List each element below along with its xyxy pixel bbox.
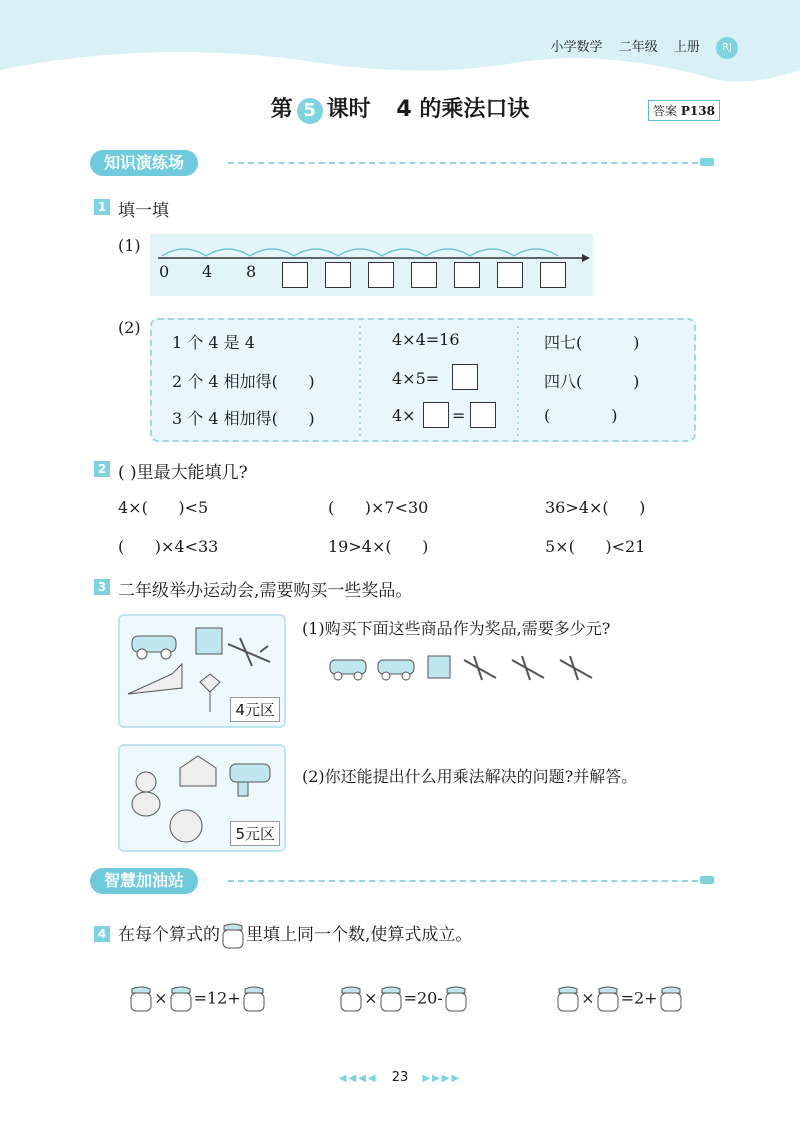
page-number: 23 [391, 1070, 409, 1085]
jar-icon [241, 985, 267, 1013]
question-number: 3 [94, 579, 110, 595]
prize-list [328, 650, 608, 686]
toy-car-icon [378, 660, 414, 680]
tick-label: 8 [246, 262, 257, 281]
cube-icon [196, 628, 222, 654]
page-footer [0, 1070, 800, 1085]
knot-ornament-icon [200, 674, 220, 712]
answer-box[interactable] [423, 402, 449, 428]
right-arrows-icon: ▶▶▶▶ [422, 1073, 462, 1084]
number-line-panel [150, 234, 593, 296]
question-number: 2 [94, 461, 110, 477]
section-divider [228, 880, 698, 882]
question-text: ( )里最大能填几? [118, 463, 248, 483]
tick-label: 0 [159, 262, 170, 281]
answer-reference: 答案 P138 [648, 100, 720, 121]
jar-icon [555, 985, 581, 1013]
fill-item[interactable]: 2 个 4 相加得( ) [172, 372, 315, 391]
subquestion-text: (1)购买下面这些商品作为奖品,需要多少元? [302, 619, 611, 638]
answer-box[interactable] [497, 262, 523, 288]
airplane-icon [512, 656, 544, 680]
inequality-item[interactable]: 4×( )<5 [118, 498, 209, 517]
lesson-number: 5 [297, 98, 323, 124]
pencil-icon [700, 876, 714, 884]
answer-box[interactable] [282, 262, 308, 288]
fill-item[interactable]: 四七( ) [544, 333, 640, 352]
airplane-icon [560, 656, 592, 680]
answer-box[interactable] [452, 364, 478, 390]
left-arrows-icon: ◀◀◀◀ [338, 1073, 378, 1084]
airplane-icon [228, 638, 270, 666]
lesson-topic: 4 的乘法口诀 [396, 97, 530, 122]
part-label: (2) [118, 318, 141, 337]
answer-box[interactable] [368, 262, 394, 288]
ball-icon [170, 810, 202, 842]
zone-price-label: 5元区 [230, 821, 280, 846]
airplane-icon [464, 656, 496, 680]
part-label: (1) [118, 236, 141, 255]
trumpet-icon [128, 664, 182, 694]
fill-item[interactable]: 3 个 4 相加得( ) [172, 409, 315, 428]
question-text: 在每个算式的 里填上同一个数,使算式成立。 [118, 920, 472, 950]
inequality-item[interactable]: 19>4×( ) [328, 537, 429, 556]
pencil-icon [700, 158, 714, 166]
fill-item[interactable]: ( ) [544, 406, 618, 425]
section-divider [228, 162, 698, 164]
teddy-bear-icon [132, 772, 160, 816]
jar-icon [220, 922, 246, 950]
answer-box[interactable] [540, 262, 566, 288]
jar-icon [658, 985, 684, 1013]
toy-house-icon [180, 756, 216, 786]
edition-badge: RJ [716, 37, 738, 59]
question-number: 1 [94, 199, 110, 215]
page-title: 第 5 课时 4 的乘法口诀 [270, 97, 530, 122]
header-meta [539, 36, 738, 59]
fill-item[interactable]: 四八( ) [544, 372, 640, 391]
answer-box[interactable] [470, 402, 496, 428]
answer-box[interactable] [411, 262, 437, 288]
tick-label: 4 [202, 262, 213, 281]
section-title-practice: 知识演练场 [90, 150, 198, 176]
table-panel [150, 318, 696, 442]
equation[interactable]: × =20- [328, 966, 469, 1013]
fill-item: 4×4=16 [392, 330, 460, 349]
question-text: 二年级举办运动会,需要购买一些奖品。 [118, 581, 413, 601]
jar-icon [338, 985, 364, 1013]
inequality-item[interactable]: 5×( )<21 [545, 537, 646, 556]
shop-zone-4 [118, 614, 286, 728]
inequality-item[interactable]: ( )×7<30 [328, 498, 429, 517]
dotted-divider [350, 326, 370, 436]
equation[interactable]: × =12+ [118, 966, 267, 1013]
cube-icon [428, 656, 450, 678]
shop-zone-5 [118, 744, 286, 852]
question-text: 填一填 [118, 201, 169, 221]
volume-label: 上册 [673, 40, 700, 55]
toy-gun-icon [230, 764, 270, 796]
jar-icon [595, 985, 621, 1013]
dotted-divider [508, 326, 528, 436]
subquestion-text: (2)你还能提出什么用乘法解决的问题?并解答。 [302, 767, 638, 786]
inequality-item[interactable]: 36>4×( ) [545, 498, 646, 517]
fill-item: 4× [392, 406, 416, 425]
inequality-item[interactable]: ( )×4<33 [118, 537, 219, 556]
grade-label: 二年级 [618, 40, 658, 55]
answer-box[interactable] [454, 262, 480, 288]
section-title-challenge: 智慧加油站 [90, 868, 198, 894]
zone-price-label: 4元区 [230, 697, 280, 722]
subject-label: 小学数学 [550, 40, 603, 55]
equation[interactable]: × =2+ [545, 966, 684, 1013]
jar-icon [168, 985, 194, 1013]
toy-car-icon [330, 660, 366, 680]
fill-item: 1 个 4 是 4 [172, 333, 255, 352]
question-number: 4 [94, 926, 110, 942]
answer-box[interactable] [325, 262, 351, 288]
jar-icon [378, 985, 404, 1013]
jar-icon [128, 985, 154, 1013]
toy-car-icon [132, 636, 176, 659]
jar-icon [443, 985, 469, 1013]
equals-sign: = [452, 406, 466, 425]
fill-item: 4×5= [392, 369, 440, 388]
